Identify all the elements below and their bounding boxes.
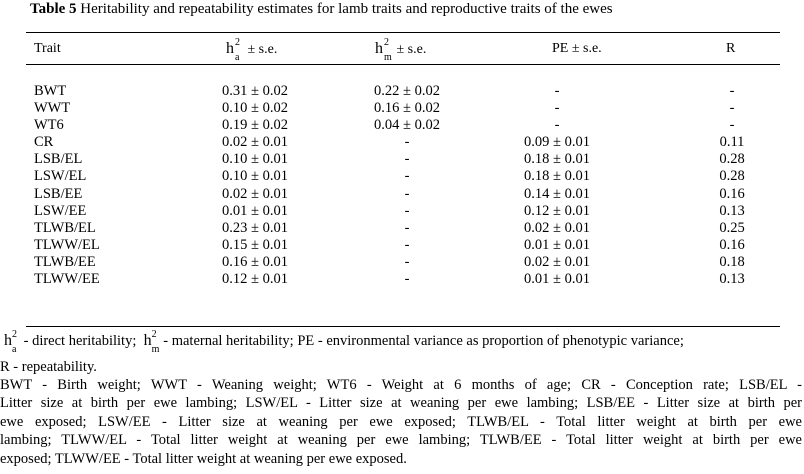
table-row: [0, 237, 804, 254]
cell-pe: 0.02 ± 0.01: [524, 253, 590, 270]
cell-direct-heritability: 0.15 ± 0.01: [222, 236, 288, 253]
cell-pe: 0.14 ± 0.01: [524, 185, 590, 202]
ha-suffix: ± s.e.: [247, 42, 278, 57]
cell-trait: WWT: [34, 100, 71, 117]
fn-ha-definition: - direct heritability;: [23, 333, 137, 349]
table-row: [0, 151, 804, 168]
table-row: [0, 117, 804, 134]
table-row: [0, 203, 804, 220]
cell-repeatability: 0.16: [719, 185, 745, 202]
cell-trait: BWT: [34, 83, 67, 99]
table-row: [0, 220, 804, 237]
cell-direct-heritability: 0.31 ± 0.02: [222, 83, 288, 99]
header-r: R: [726, 41, 736, 56]
table-row: [0, 254, 804, 271]
cell-maternal-heritability: 0.04 ± 0.02: [374, 117, 440, 134]
cell-pe: 0.18 ± 0.01: [524, 168, 590, 185]
table-label: Table 5: [30, 1, 77, 17]
cell-repeatability: 0.28: [719, 168, 745, 185]
cell-maternal-heritability: -: [404, 168, 410, 185]
cell-maternal-heritability: -: [404, 236, 410, 253]
cell-direct-heritability: 0.16 ± 0.01: [222, 253, 288, 270]
fn-ha-superscript: 2: [12, 329, 17, 340]
cell-maternal-heritability: -: [404, 271, 410, 288]
abbreviation-line: BWT - Birth weight; WWT - Weaning weight; WT6 - Weight at 6 months of age; CR - Conception rate; LSB/EL -: [0, 377, 802, 393]
cell-pe: 0.09 ± 0.01: [524, 134, 590, 151]
cell-maternal-heritability: -: [404, 134, 410, 151]
hm-suffix: ± s.e.: [396, 42, 427, 57]
abbreviation-line: exposed; TLWW/EE - Total litter weight at weaning per ewe exposed.: [0, 450, 407, 467]
cell-direct-heritability: 0.10 ± 0.01: [222, 168, 288, 185]
cell-pe: -: [554, 83, 560, 99]
table-title: Heritability and repeatability estimates for lamb traits and reproductive traits of the ewes: [80, 1, 613, 17]
table-row: [0, 186, 804, 203]
cell-trait: LSW/EE: [34, 202, 87, 219]
table-row: [0, 134, 804, 151]
abbreviation-line: ewe exposed; LSW/EE - Litter size at weaning per ewe exposed; TLWB/EL - Total litter weight at birth per ewe: [0, 413, 802, 430]
cell-direct-heritability: 0.02 ± 0.01: [222, 134, 288, 151]
cell-pe: 0.01 ± 0.01: [524, 271, 590, 288]
cell-maternal-heritability: 0.22 ± 0.02: [374, 83, 440, 99]
cell-direct-heritability: 0.10 ± 0.01: [222, 151, 288, 168]
cell-repeatability: 0.11: [719, 134, 745, 151]
cell-maternal-heritability: -: [404, 185, 410, 202]
cell-maternal-heritability: -: [404, 151, 410, 168]
table-row: [0, 168, 804, 185]
bottom-rule: [26, 326, 780, 327]
ha-symbol: h: [226, 40, 234, 57]
cell-repeatability: 0.16: [719, 236, 745, 253]
cell-pe: 0.01 ± 0.01: [524, 236, 590, 253]
table-row: [0, 83, 804, 100]
cell-direct-heritability: 0.10 ± 0.02: [222, 100, 288, 117]
cell-maternal-heritability: 0.16 ± 0.02: [374, 100, 440, 117]
cell-trait: TLWB/EL: [34, 219, 96, 236]
cell-trait: WT6: [34, 117, 64, 134]
cell-trait: TLWW/EE: [34, 271, 100, 288]
fn-hm-symbol: h: [143, 332, 152, 349]
cell-repeatability: 0.28: [719, 151, 745, 168]
fn-ha-subscript: a: [12, 344, 17, 355]
fn-hm-superscript: 2: [151, 329, 157, 340]
ha-superscript: 2: [235, 37, 240, 48]
cell-pe: 0.12 ± 0.01: [524, 202, 590, 219]
cell-repeatability: 0.13: [719, 202, 745, 219]
cell-maternal-heritability: -: [404, 202, 410, 219]
cell-maternal-heritability: -: [404, 219, 410, 236]
cell-repeatability: 0.13: [719, 271, 745, 288]
fn-hm-subscript: m: [151, 344, 160, 355]
cell-repeatability: 0.18: [719, 253, 745, 270]
fn-hm-definition: - maternal heritability; PE - environmental variance as proportion of phenotypic variance;: [163, 333, 684, 349]
cell-trait: TLWB/EE: [34, 253, 96, 270]
header-pe: PE ± s.e.: [552, 41, 602, 56]
cell-pe: 0.18 ± 0.01: [524, 151, 590, 168]
footnote-heritability-line: [4, 329, 800, 355]
cell-trait: LSB/EL: [34, 151, 83, 168]
header-direct-heritability: [226, 37, 278, 63]
cell-pe: 0.02 ± 0.01: [524, 219, 590, 236]
cell-trait: LSW/EL: [34, 168, 87, 185]
cell-direct-heritability: 0.19 ± 0.02: [222, 117, 288, 134]
table-row: [0, 271, 804, 288]
cell-direct-heritability: 0.12 ± 0.01: [222, 271, 288, 288]
table-row: [0, 100, 804, 117]
fn-ha-symbol: h: [4, 332, 12, 349]
header-maternal-heritability: [375, 37, 427, 63]
hm-subscript: m: [384, 52, 392, 63]
cell-repeatability: 0.25: [719, 219, 745, 236]
cell-direct-heritability: 0.02 ± 0.01: [222, 185, 288, 202]
table-caption: [30, 0, 613, 18]
ha-subscript: a: [235, 52, 240, 63]
abbreviation-line: lambing; TLWW/EL - Total litter weight at weaning per ewe lambing; TLWB/EE - Total litter weight at birth per ewe: [0, 432, 802, 449]
cell-direct-heritability: 0.01 ± 0.01: [222, 202, 288, 219]
cell-repeatability: -: [729, 100, 735, 117]
cell-direct-heritability: 0.23 ± 0.01: [222, 219, 288, 236]
top-rule: [26, 32, 780, 33]
cell-maternal-heritability: -: [404, 253, 410, 270]
cell-pe: -: [554, 100, 560, 117]
cell-trait: CR: [34, 134, 54, 151]
cell-repeatability: -: [729, 117, 735, 134]
cell-pe: -: [554, 117, 560, 134]
abbreviation-line: Litter size at birth per ewe lambing; LSW/EL - Litter size at weaning per ewe lambing; LSB/EE - Litter size at birth per: [0, 395, 802, 412]
hm-superscript: 2: [384, 37, 389, 48]
cell-repeatability: -: [729, 83, 735, 99]
cell-trait: TLWW/EL: [34, 236, 100, 253]
header-rule: [26, 64, 780, 65]
footnote-repeatability: R - repeatability.: [0, 359, 97, 375]
header-trait: Trait: [34, 41, 61, 56]
table-body: [0, 83, 804, 288]
hm-symbol: h: [375, 40, 383, 57]
cell-trait: LSB/EE: [34, 185, 83, 202]
